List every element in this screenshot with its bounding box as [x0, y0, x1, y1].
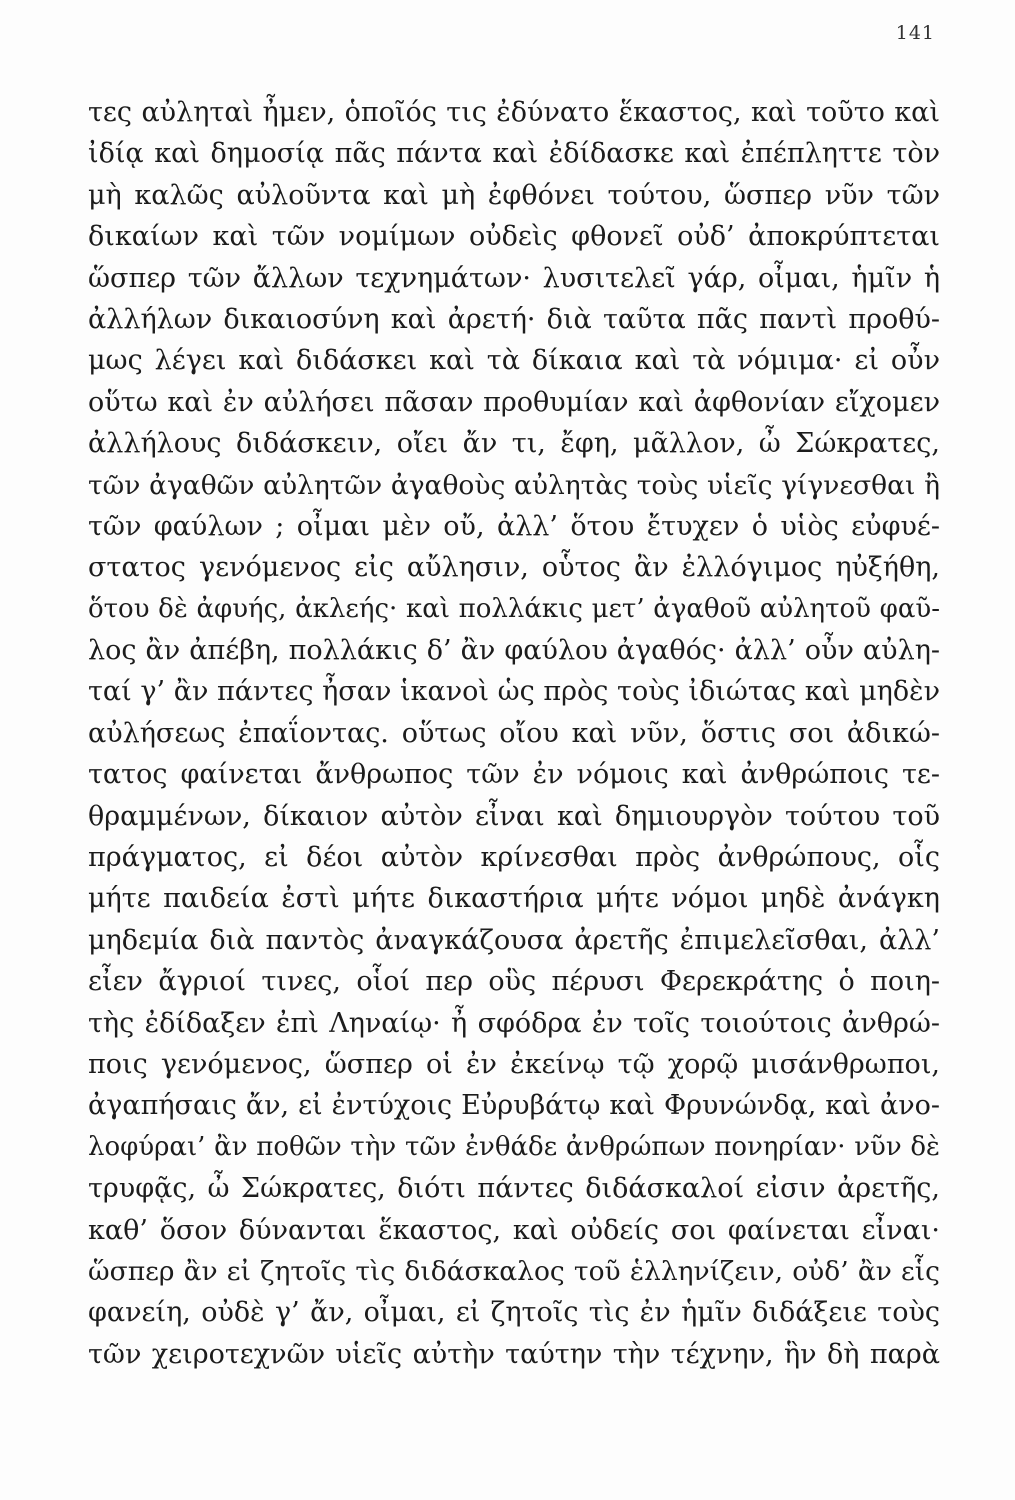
text-line: στατος γενόμενος εἰς αὔλησιν, οὗτος ἂν ἐλλόγιμος ηὐξήθη,: [88, 552, 940, 584]
text-line: ὥσπερ ἂν εἰ ζητοῖς τὶς διδάσκαλος τοῦ ἑλληνίζειν, οὐδ’ ἂν εἷς: [88, 1255, 940, 1287]
text-line: τες αὐληταὶ ἦμεν, ὁποῖός τις ἐδύνατο ἕκαστος, καὶ τοῦτο καὶ: [88, 97, 940, 128]
text-line: φανείη, οὐδὲ γ’ ἄν, οἶμαι, εἰ ζητοῖς τὶς ἐν ἡμῖν διδάξειε τοὺς: [88, 1297, 940, 1329]
text-line: ἀλλήλους διδάσκειν, οἴει ἄν τι, ἔφη, μᾶλλον, ὦ Σώκρατες,: [88, 428, 940, 460]
text-line: τατος φαίνεται ἄνθρωπος τῶν ἐν νόμοις καὶ ἀνθρώποις τε-: [88, 759, 940, 791]
text-line: ἀγαπήσαις ἄν, εἰ ἐντύχοις Εὐρυβάτῳ καὶ Φρυνώνδᾳ, καὶ ἀνο-: [88, 1090, 940, 1122]
text-line: μηδεμία διὰ παντὸς ἀναγκάζουσα ἀρετῆς ἐπιμελεῖσθαι, ἀλλ’: [88, 924, 940, 956]
text-line: αὐλήσεως ἐπαΐοντας. οὕτως οἴου καὶ νῦν, ὅστις σοι ἀδικώ-: [88, 717, 940, 749]
text-line: ὅτου δὲ ἀφυής, ἀκλεής· καὶ πολλάκις μετ’ ἀγαθοῦ αὐλητοῦ φαῦ-: [88, 593, 940, 624]
text-line: θραμμένων, δίκαιον αὐτὸν εἶναι καὶ δημιουργὸν τούτου τοῦ: [88, 800, 940, 832]
text-line: μως λέγει καὶ διδάσκει καὶ τὰ δίκαια καὶ τὰ νόμιμα· εἰ οὖν: [88, 345, 940, 377]
text-line: μήτε παιδεία ἐστὶ μήτε δικαστήρια μήτε νόμοι μηδὲ ἀνάγκη: [88, 883, 940, 915]
text-line: ὥσπερ τῶν ἄλλων τεχνημάτων· λυσιτελεῖ γάρ, οἶμαι, ἡμῖν ἡ: [88, 262, 940, 294]
text-line: λος ἂν ἀπέβη, πολλάκις δ’ ἂν φαύλου ἀγαθός· ἀλλ’ οὖν αὐλη-: [88, 635, 940, 667]
text-line: ἰδίᾳ καὶ δημοσίᾳ πᾶς πάντα καὶ ἐδίδασκε καὶ ἐπέπληττε τὸν: [88, 138, 940, 170]
text-line: καθ’ ὅσον δύνανται ἕκαστος, καὶ οὐδείς σοι φαίνεται εἶναι·: [88, 1214, 940, 1246]
text-line: εἶεν ἄγριοί τινες, οἷοί περ οὓς πέρυσι Φερεκράτης ὁ ποιη-: [88, 966, 940, 998]
text-line: μὴ καλῶς αὐλοῦντα καὶ μὴ ἐφθόνει τούτου, ὥσπερ νῦν τῶν: [88, 179, 940, 211]
text-line: οὕτω καὶ ἐν αὐλήσει πᾶσαν προθυμίαν καὶ ἀφθονίαν εἴχομεν: [88, 386, 940, 418]
text-line: ταί γ’ ἂν πάντες ἦσαν ἱκανοὶ ὡς πρὸς τοὺς ἰδιώτας καὶ μηδὲν: [88, 676, 940, 708]
page-number: 141: [895, 22, 935, 44]
text-line: τῶν χειροτεχνῶν υἱεῖς αὐτὴν ταύτην τὴν τέχνην, ἣν δὴ παρὰ: [88, 1338, 940, 1370]
text-line: πράγματος, εἰ δέοι αὐτὸν κρίνεσθαι πρὸς ἀνθρώπους, οἷς: [88, 842, 940, 874]
text-line: τῶν ἀγαθῶν αὐλητῶν ἀγαθοὺς αὐλητὰς τοὺς υἱεῖς γίγνεσθαι ἢ: [88, 469, 940, 501]
text-line: τρυφᾷς, ὦ Σώκρατες, διότι πάντες διδάσκαλοί εἰσιν ἀρετῆς,: [88, 1173, 940, 1205]
body-text: [88, 92, 940, 1375]
text-line: ἀλλήλων δικαιοσύνη καὶ ἀρετή· διὰ ταῦτα πᾶς παντὶ προθύ-: [88, 303, 940, 335]
text-line: δικαίων καὶ τῶν νομίμων οὐδεὶς φθονεῖ οὐδ’ ἀποκρύπτεται: [88, 221, 940, 253]
text-line: τὴς ἐδίδαξεν ἐπὶ Ληναίῳ· ἦ σφόδρα ἐν τοῖς τοιούτοις ἀνθρώ-: [88, 1007, 940, 1039]
text-line: ποις γενόμενος, ὥσπερ οἱ ἐν ἐκείνῳ τῷ χορῷ μισάνθρωποι,: [88, 1048, 940, 1080]
text-line: τῶν φαύλων ; οἶμαι μὲν οὔ, ἀλλ’ ὅτου ἔτυχεν ὁ υἱὸς εὐφυέ-: [88, 510, 940, 542]
text-line: λοφύραι’ ἂν ποθῶν τὴν τῶν ἐνθάδε ἀνθρώπων πονηρίαν· νῦν δὲ: [88, 1131, 940, 1162]
